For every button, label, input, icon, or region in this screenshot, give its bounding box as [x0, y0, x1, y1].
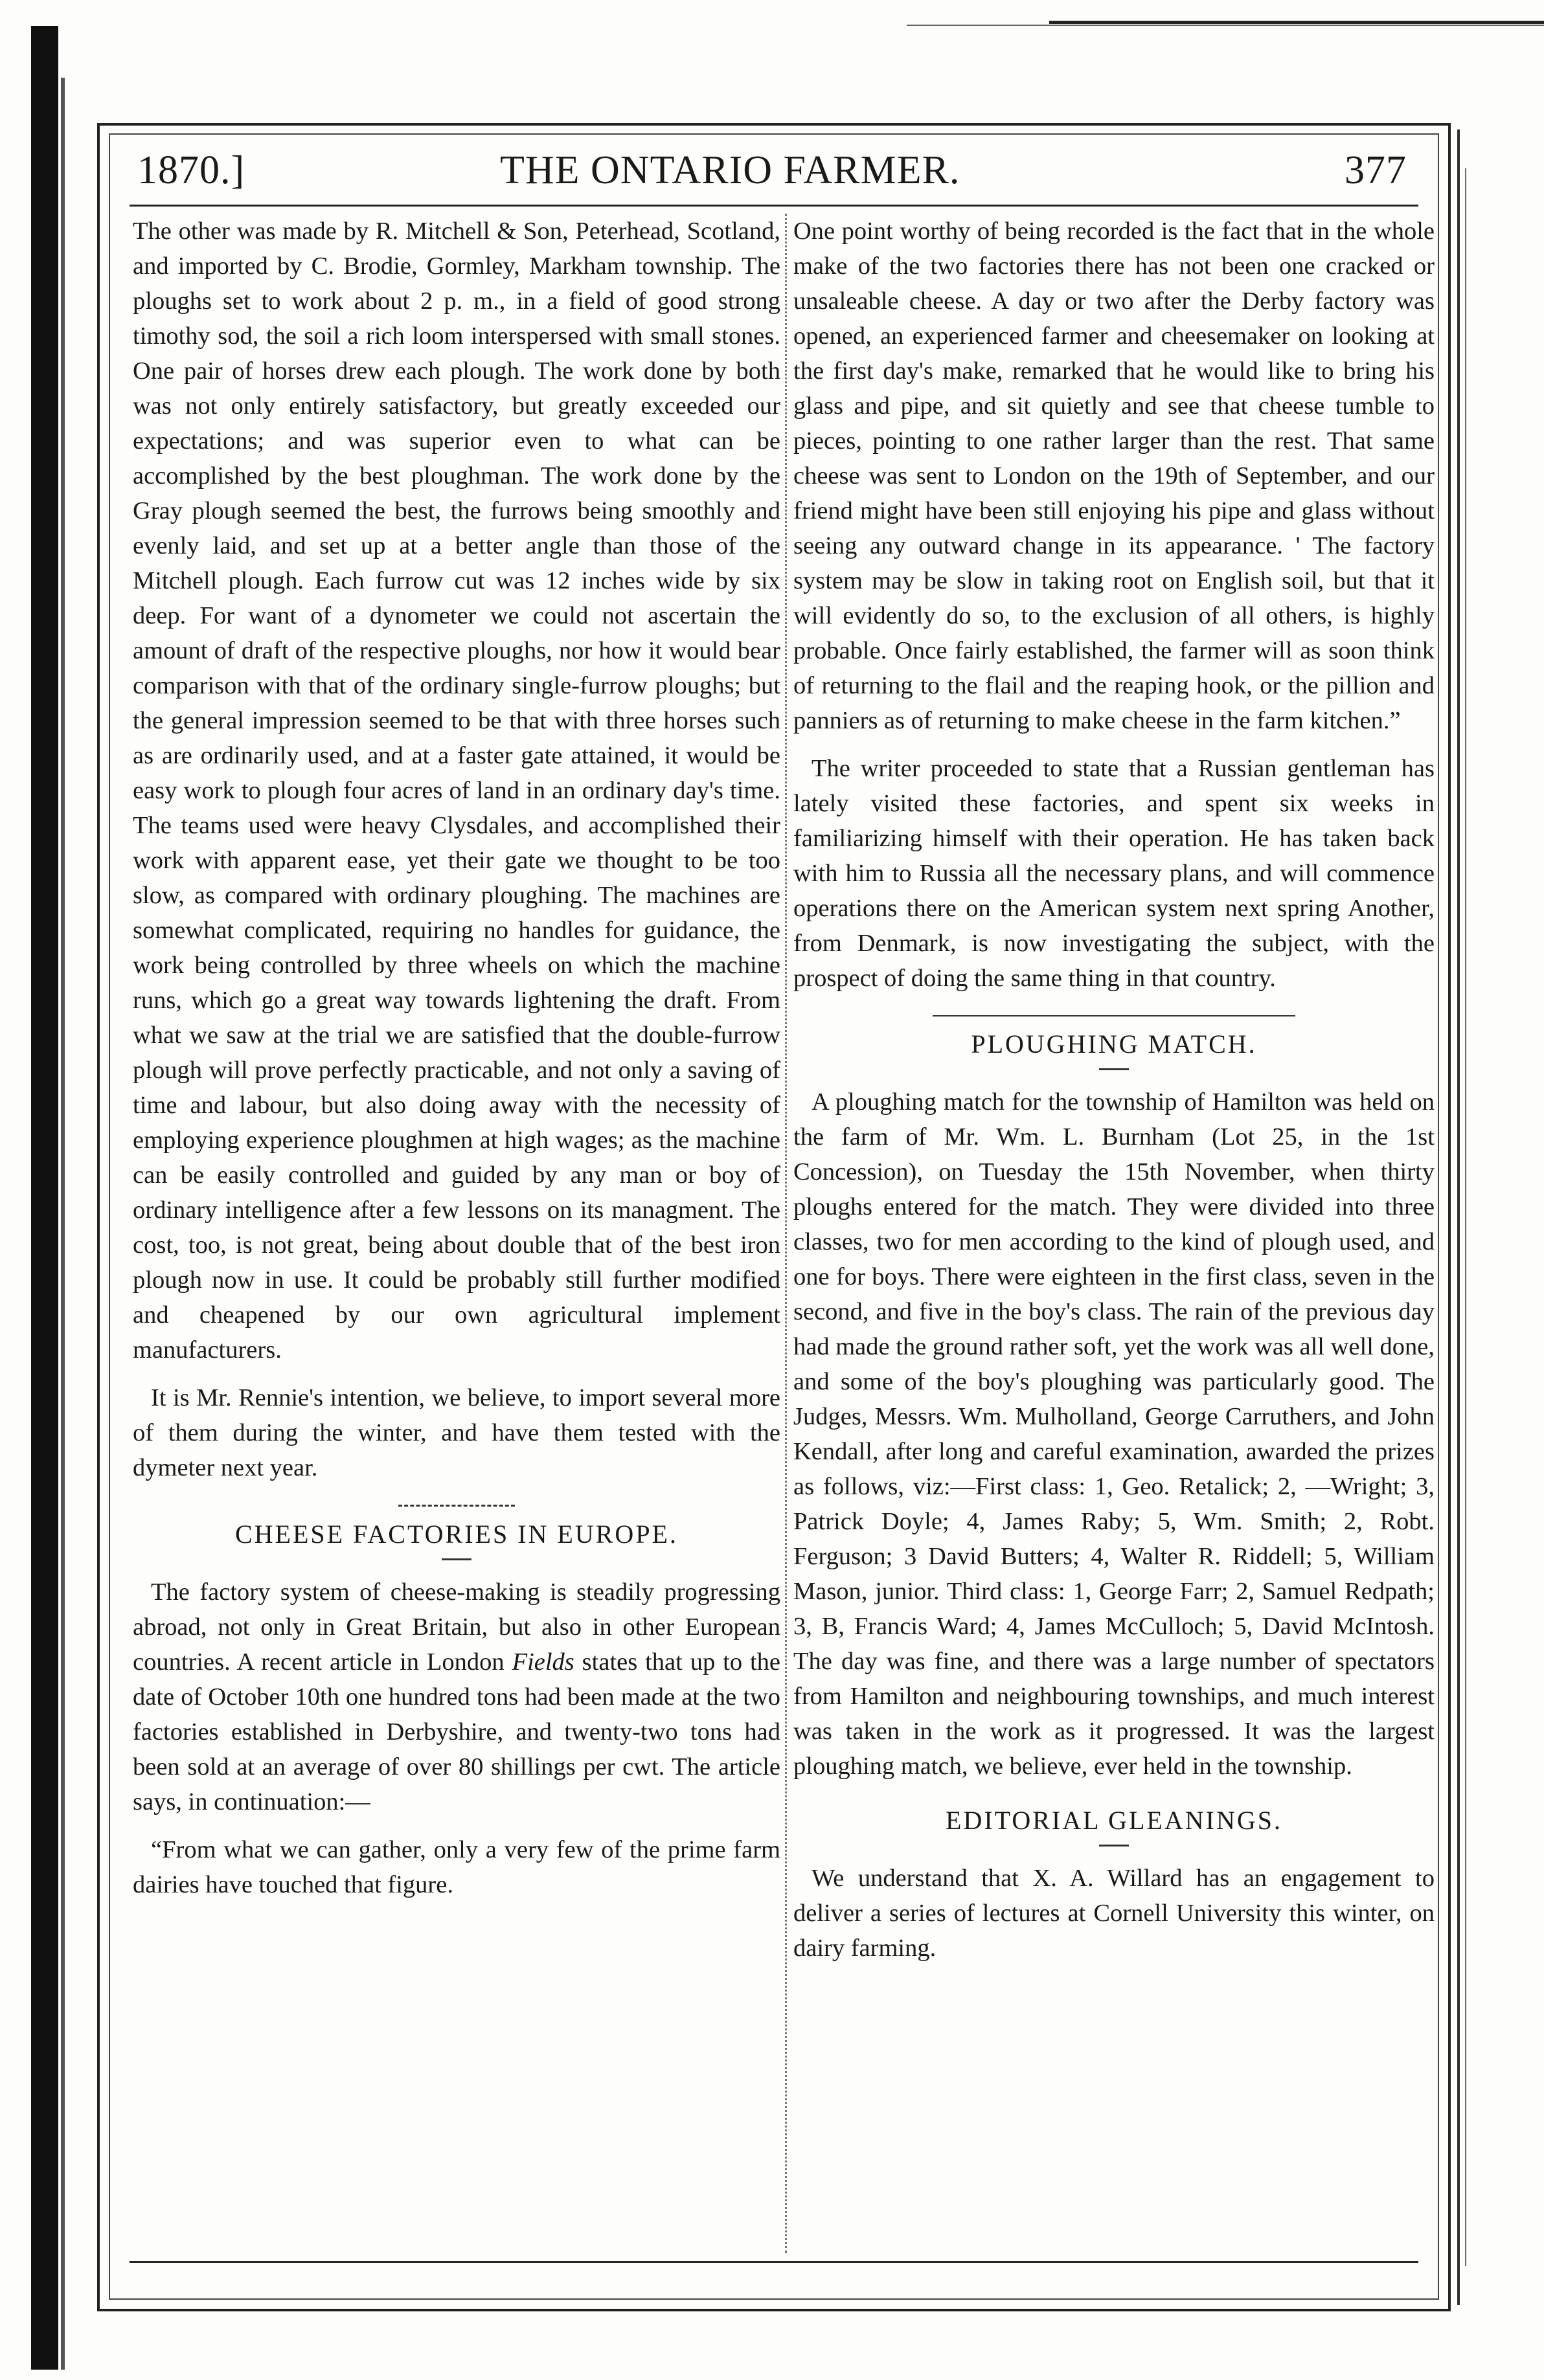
paragraph-ploughing-match: A ploughing match for the township of Hamilton was held on the farm of Mr. Wm. L. Burnham (Lot 25, in the 1st Concession), on Tuesday the 15th November, when thirty ploughs entered for the match. They were divided into three classes, two for men according to the kind of plough used, and one for boys. There were eighteen in the first class, seven in the second, and five in the boy's class. The rain of the previous day had made the ground rather soft, yet the work was all well done, and some of the boy's ploughing was particularly good. The Judges, Messrs. Wm. Mulholland, George Carruthers, and John Kendall, after long and careful examination, awarded the prizes as follows, viz:—First class: 1, Geo. Retalick; 2, —Wright; 3, Patrick Doyle; 4, James Raby; 5, Wm. Smith; 2, Robt. Ferguson; 3 David Butters; 4, Walter R. Riddell; 5, William Mason, junior. Third class: 1, George Farr; 2, Samuel Redpath; 3, B, Francis Ward; 4, James McCulloch; 5, David McIntosh. The day was fine, and there was a large number of spectators from Hamilton and neighbouring townships, and much interest was taken in the work as it progressed. It was the largest ploughing match, we believe, ever held in the township.	[793, 1088, 1435, 1780]
header-page-number: 377	[1345, 148, 1407, 192]
paragraph-cheese-factories	[133, 1575, 780, 1819]
heading-editorial-gleanings: EDITORIAL GLEANINGS.	[946, 1806, 1282, 1835]
section-cheese-factories	[133, 1505, 780, 1560]
running-header	[137, 144, 1426, 202]
section-ploughing-match	[793, 1015, 1435, 1070]
heading-underline	[1099, 1845, 1129, 1847]
binding-edge	[0, 0, 70, 2380]
section-ornament-rule	[933, 1015, 1295, 1016]
header-date: 1870.]	[137, 148, 245, 192]
paragraph-quote-start: “From what we can gather, only a very few of the prime farm dairies have touched that figure.	[133, 1836, 780, 1898]
heading-ploughing-match: PLOUGHING MATCH.	[971, 1029, 1257, 1059]
section-dash-rule	[398, 1505, 515, 1507]
right-margin-rule	[1457, 129, 1460, 2305]
cheese-text-before: The factory system of cheese-making is steadily progressing abroad, not only in Great Britain, but also in other European countries. A recent article in London	[133, 1578, 780, 1676]
heading-underline	[442, 1558, 471, 1560]
footer-rule	[130, 2261, 1418, 2263]
cheese-text-after: states that up to the date of October 10th one hundred tons had been made at the two factories established in Derbyshire, and twenty-two tons had been sold at an average of over 80 shillings per cwt. The article says, in continuation:—	[133, 1648, 780, 1815]
paragraph-quote-continued: One point worthy of being recorded is the fact that in the whole make of the two factories there has not been one cracked or unsaleable cheese. A day or two after the Derby factory was opened, an experienced farmer and cheesemaker on looking at the first day's make, remarked that he would like to bring his glass and pipe, and sit quietly and see that cheese tumble to pieces, pointing to one rather larger than the rest. That same cheese was sent to London on the 19th of September, and our friend might have been still enjoying his pipe and glass without seeing any outward change in its appearance. ' The factory system may be slow in taking root on English soil, but that it will evidently do so, to the exclusion of all others, is highly probable. Once fairly established, the farmer will as soon think of returning to the flail and the reaping hook, or the pillion and panniers as of returning to make cheese in the farm kitchen.”	[793, 218, 1435, 734]
column-divider	[785, 214, 788, 2253]
header-rule	[130, 205, 1418, 207]
right-column	[793, 214, 1435, 1966]
paragraph-rennie-intention: It is Mr. Rennie's intention, we believe, to import several more of them during the winter, and have them tested with the dymeter next year.	[133, 1384, 780, 1481]
left-column	[133, 214, 780, 1902]
paragraph-willard-lectures: We understand that X. A. Willard has an engagement to deliver a series of lectures at Cornell University this winter, on dairy farming.	[793, 1865, 1435, 1962]
header-title: THE ONTARIO FARMER.	[500, 148, 960, 192]
paragraph-russian-gentleman: The writer proceeded to state that a Russian gentleman has lately visited these factories, and spent six weeks in familiarizing himself with their operation. He has taken back with him to Russia all the necessary plans, and will commence operations there on the American system next spring Another, from Denmark, is now investigating the subject, with the prospect of doing the same thing in that country.	[793, 755, 1435, 992]
paragraph-double-furrow-plough: The other was made by R. Mitchell & Son, Peterhead, Scotland, and imported by C. Brodie, Gormley, Markham township. The ploughs set to work about 2 p. m., in a field of good strong timothy sod, the soil a rich loom interspersed with small stones. One pair of horses drew each plough. The work done by both was not only entirely satisfactory, but greatly exceeded our expectations; and was superior even to what can be accomplished by the best ploughman. The work done by the Gray plough seemed the best, the furrows being smoothly and evenly laid, and set up at a better angle than those of the Mitchell plough. Each furrow cut was 12 inches wide by six deep. For want of a dynometer we could not ascertain the amount of draft of the respective ploughs, nor how it would bear comparison with that of the ordinary single-furrow ploughs; but the general impression seemed to be that with three horses such as are ordinarily used, and at a faster gate attained, it would be easy work to plough four acres of land in an ordinary day's time. The teams used were heavy Clysdales, and accomplished their work with apparent ease, yet their gate we thought to be too slow, as compared with ordinary ploughing. The machines are somewhat complicated, requiring no handles for guidance, the work being controlled by three wheels on which the machine runs, which go a great way towards lightening the draft. From what we saw at the trial we are satisfied that the double-furrow plough will prove perfectly practicable, and not only a saving of time and labour, but also doing away with the necessity of employing experience ploughmen at high wages; as the machine can be easily controlled and guided by any man or boy of ordinary intelligence after a few lessons on its managment. The cost, too, is not great, being about double that of the best iron plough now in use. It could be probably still further modified and cheapened by our own agricultural implement manufacturers.	[133, 218, 780, 1364]
heading-underline	[1099, 1068, 1129, 1070]
section-editorial-gleanings	[793, 1803, 1435, 1847]
heading-cheese-factories: CHEESE FACTORIES IN EUROPE.	[234, 1520, 678, 1549]
publication-title: Fields	[512, 1648, 574, 1676]
top-edge-rule	[1049, 0, 1544, 24]
top-edge-rule-thin	[907, 25, 1544, 26]
right-margin-rule-thin	[1465, 168, 1466, 2266]
